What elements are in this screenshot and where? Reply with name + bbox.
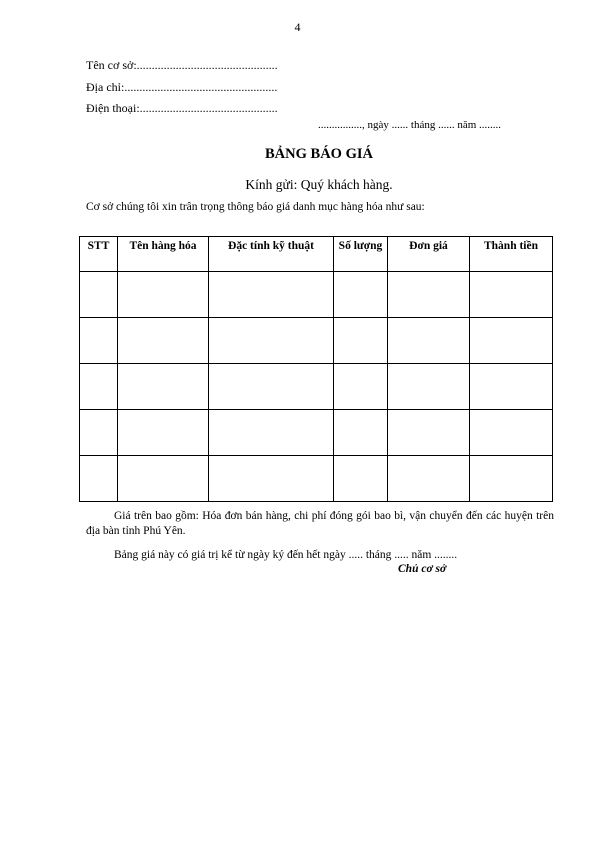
table-cell xyxy=(388,318,470,364)
col-header-total: Thành tiền xyxy=(470,237,553,272)
table-cell xyxy=(334,456,388,502)
table-cell xyxy=(209,456,334,502)
table-cell xyxy=(334,318,388,364)
price-includes-note: Giá trên bao gồm: Hóa đơn bán hàng, chi phí đóng gói bao bì, vận chuyển đến các huyện trên địa bàn tỉnh Phú Yên. xyxy=(86,510,554,537)
table-row xyxy=(80,456,553,502)
table-cell xyxy=(470,364,553,410)
greeting: Kính gửi: Quý khách hàng. xyxy=(245,177,393,192)
table-cell xyxy=(80,364,118,410)
table-cell xyxy=(334,410,388,456)
table-cell xyxy=(388,364,470,410)
table-cell xyxy=(334,364,388,410)
validity-note: Bảng giá này có giá trị kể từ ngày ký đến hết ngày ..... tháng ..... năm ........ xyxy=(114,549,458,561)
col-header-specifications: Đặc tính kỹ thuật xyxy=(209,237,334,272)
price-table xyxy=(79,236,553,502)
table-cell xyxy=(209,318,334,364)
table-cell xyxy=(334,272,388,318)
col-header-stt: STT xyxy=(80,237,118,272)
table-cell xyxy=(80,272,118,318)
col-header-quantity: Số lượng xyxy=(334,237,388,272)
table-cell xyxy=(388,456,470,502)
table-cell xyxy=(118,318,209,364)
table-cell xyxy=(470,456,553,502)
table-cell xyxy=(80,456,118,502)
document-title: BẢNG BÁO GIÁ xyxy=(265,146,373,162)
table-cell xyxy=(388,272,470,318)
table-header-row xyxy=(80,237,553,272)
col-header-unit-price: Đơn giá xyxy=(388,237,470,272)
intro-text: Cơ sở chúng tôi xin trân trọng thông báo giá danh mục hàng hóa như sau: xyxy=(86,201,425,213)
table-cell xyxy=(118,364,209,410)
phone-line: Điện thoại:.............................................. xyxy=(86,101,278,115)
table-cell xyxy=(80,410,118,456)
table-cell xyxy=(209,272,334,318)
col-header-product-name: Tên hàng hóa xyxy=(118,237,209,272)
table-cell xyxy=(470,272,553,318)
table-row xyxy=(80,364,553,410)
address-line: Địa chỉ:................................................... xyxy=(86,80,278,94)
table-row xyxy=(80,318,553,364)
facility-name-line: Tên cơ sở:............................................... xyxy=(86,58,278,72)
table-row xyxy=(80,410,553,456)
signature-label: Chủ cơ sở xyxy=(398,563,447,575)
table-cell xyxy=(118,272,209,318)
table-cell xyxy=(80,318,118,364)
table-cell xyxy=(470,410,553,456)
date-line: ................, ngày ...... tháng ...... năm ........ xyxy=(318,119,502,131)
table-cell xyxy=(209,364,334,410)
table-cell xyxy=(388,410,470,456)
table-row xyxy=(80,272,553,318)
table-cell xyxy=(209,410,334,456)
table-cell xyxy=(470,318,553,364)
table-cell xyxy=(118,410,209,456)
table-cell xyxy=(118,456,209,502)
page-number: 4 xyxy=(294,20,301,34)
